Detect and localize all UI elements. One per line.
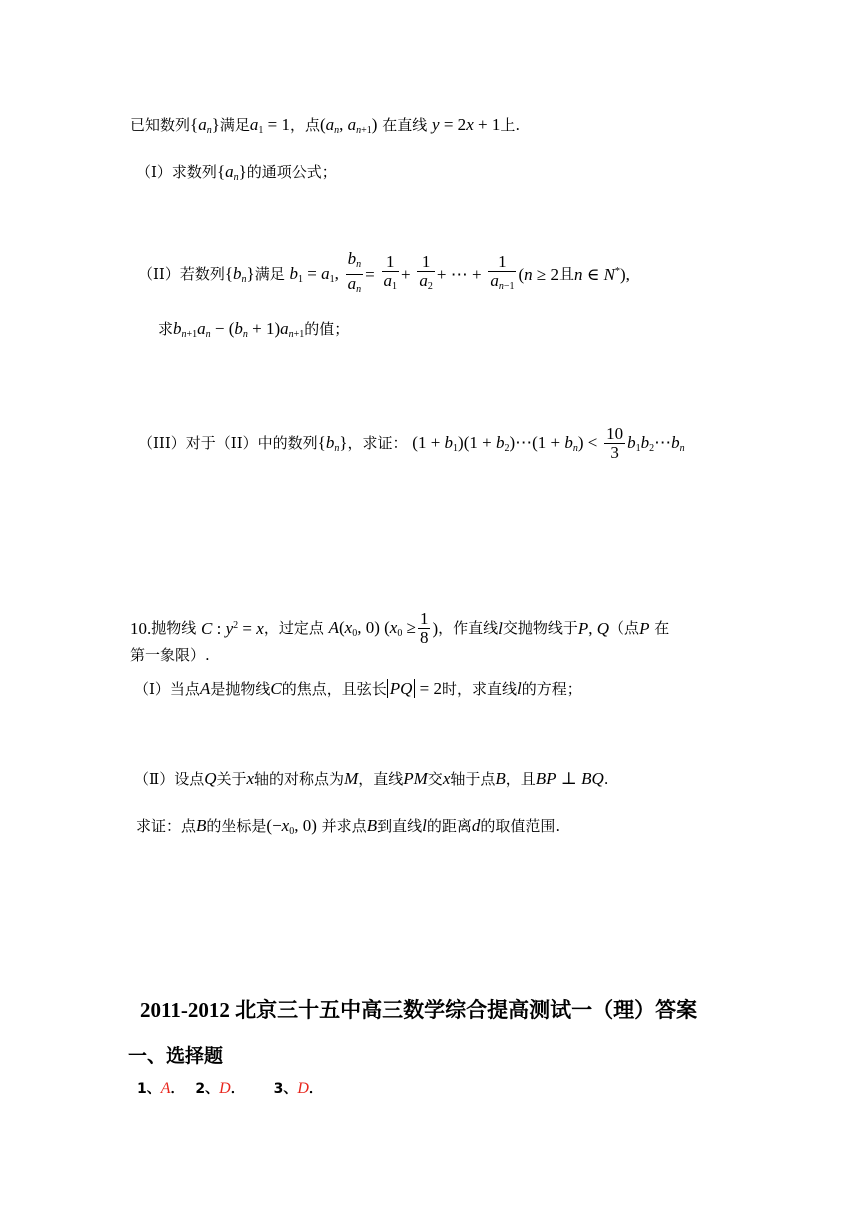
math-perpendicular: BP ⊥ BQ: [535, 769, 604, 788]
answer-list: [137, 1078, 323, 1098]
problem9-stem: 已知数列$\{a_n\}$满足$a_1 = 1$，点($a_n$, $a_{n+1}$) 在直线 y = 2x + 1上.: [130, 115, 521, 136]
section-heading: 一、选择题: [128, 1045, 224, 1067]
math-frac-10-3: $\frac{10}{3}$: [606, 424, 624, 462]
math-a1-eq-1: $a_1 = 1$: [249, 115, 290, 136]
math-frac-1-8: $\frac{1}{8}$: [419, 609, 429, 647]
math-line-eq: y = 2x + 1: [432, 115, 501, 134]
problem10-part1: （Ⅰ）当点A是抛物线C的焦点，且弦长 PQ = 2时，求直线l的方程；: [134, 679, 582, 698]
math-parabola: C : $y^2 = x$: [201, 619, 264, 638]
math-sequence-a: $\{a_n\}$: [216, 162, 247, 183]
math-expression: $b_{n+1}a_n - (b_n + 1)a_{n+1}$: [173, 319, 305, 340]
math-inequality: $(1 + b_1)(1$ + $b_2)\cdots(1 + b_n)$ <: [412, 432, 598, 454]
problem10-part2: （Ⅱ）设点Q关于x轴的对称点为M，直线PM交x轴于点B，且BP ⊥ BQ.: [134, 769, 609, 788]
problem9-part2: （II）若数列$\{b_n\}$满足 $b_1 = a_1$, $\frac{b_n}{a_n}$ = $\frac{1}{a_1}$ + $\frac{1}{a_2}$ + ⋯ + $\frac{1}{a_{n-1}}$ (n ≥ 2且n ∈ N*),: [138, 250, 630, 299]
math-frac-1-a1: $\frac{1}{a_1}$: [383, 252, 397, 292]
answer-item: 1、A．: [137, 1080, 185, 1097]
math-sequence-b: $\{b_n\}$: [224, 263, 255, 285]
problem9-part1: （I）求数列$\{a_n\}$的通项公式；: [136, 162, 337, 183]
math-point-b: ($-x_0$, 0): [266, 816, 317, 837]
math-point: ($a_n$, $a_{n+1}$): [319, 115, 378, 136]
problem10-stem: 10.抛物线 C : $y^2 = x$，过定点 $A(x_0$, 0) ($x_0$ ≥ $\frac{1}{8}$ )，作直线l交抛物线于P, Q（点P 在: [130, 609, 670, 647]
math-frac-bn-an: $\frac{b_n}{a_n}$: [347, 249, 362, 295]
answer-item: 2、D．: [195, 1080, 245, 1097]
problem9-part2-find: 求$b_{n+1}a_n - (b_n + 1)a_{n+1}$的值；: [158, 319, 350, 340]
math-sequence-a: $\{a_n\}$: [190, 115, 220, 136]
math-chord-length: PQ = 2: [387, 679, 442, 698]
math-b1-eq-a1: $b_1 = a_1$,: [289, 263, 339, 285]
math-point-a: $A(x_0$, 0) ($x_0$ ≥: [328, 617, 416, 639]
problem9-part3: （III）对于（II）中的数列$\{b_n\}$，求证： $(1 + b_1)(1$ + $b_2)\cdots(1 + b_n)$ < $\frac{10}{3}$ $b_1b_2\cdots b_n$: [138, 424, 685, 462]
problem10-stem-line2: 第一象限）.: [130, 646, 210, 664]
answer-title: 2011-2012 北京三十五中高三数学综合提高测试一（理）答案: [140, 998, 698, 1022]
math-sequence-b: $\{b_n\}$: [317, 432, 348, 454]
answer-item: 3、D．: [273, 1080, 323, 1097]
math-frac-1-a2: $\frac{1}{a_2}$: [419, 252, 433, 292]
math-frac-1-an1: $\frac{1}{a_{n-1}}$: [490, 252, 515, 292]
problem10-part2-prove: 求证：点B的坐标是($-x_0$, 0) 并求点B到直线l的距离d的取值范围.: [136, 816, 561, 837]
